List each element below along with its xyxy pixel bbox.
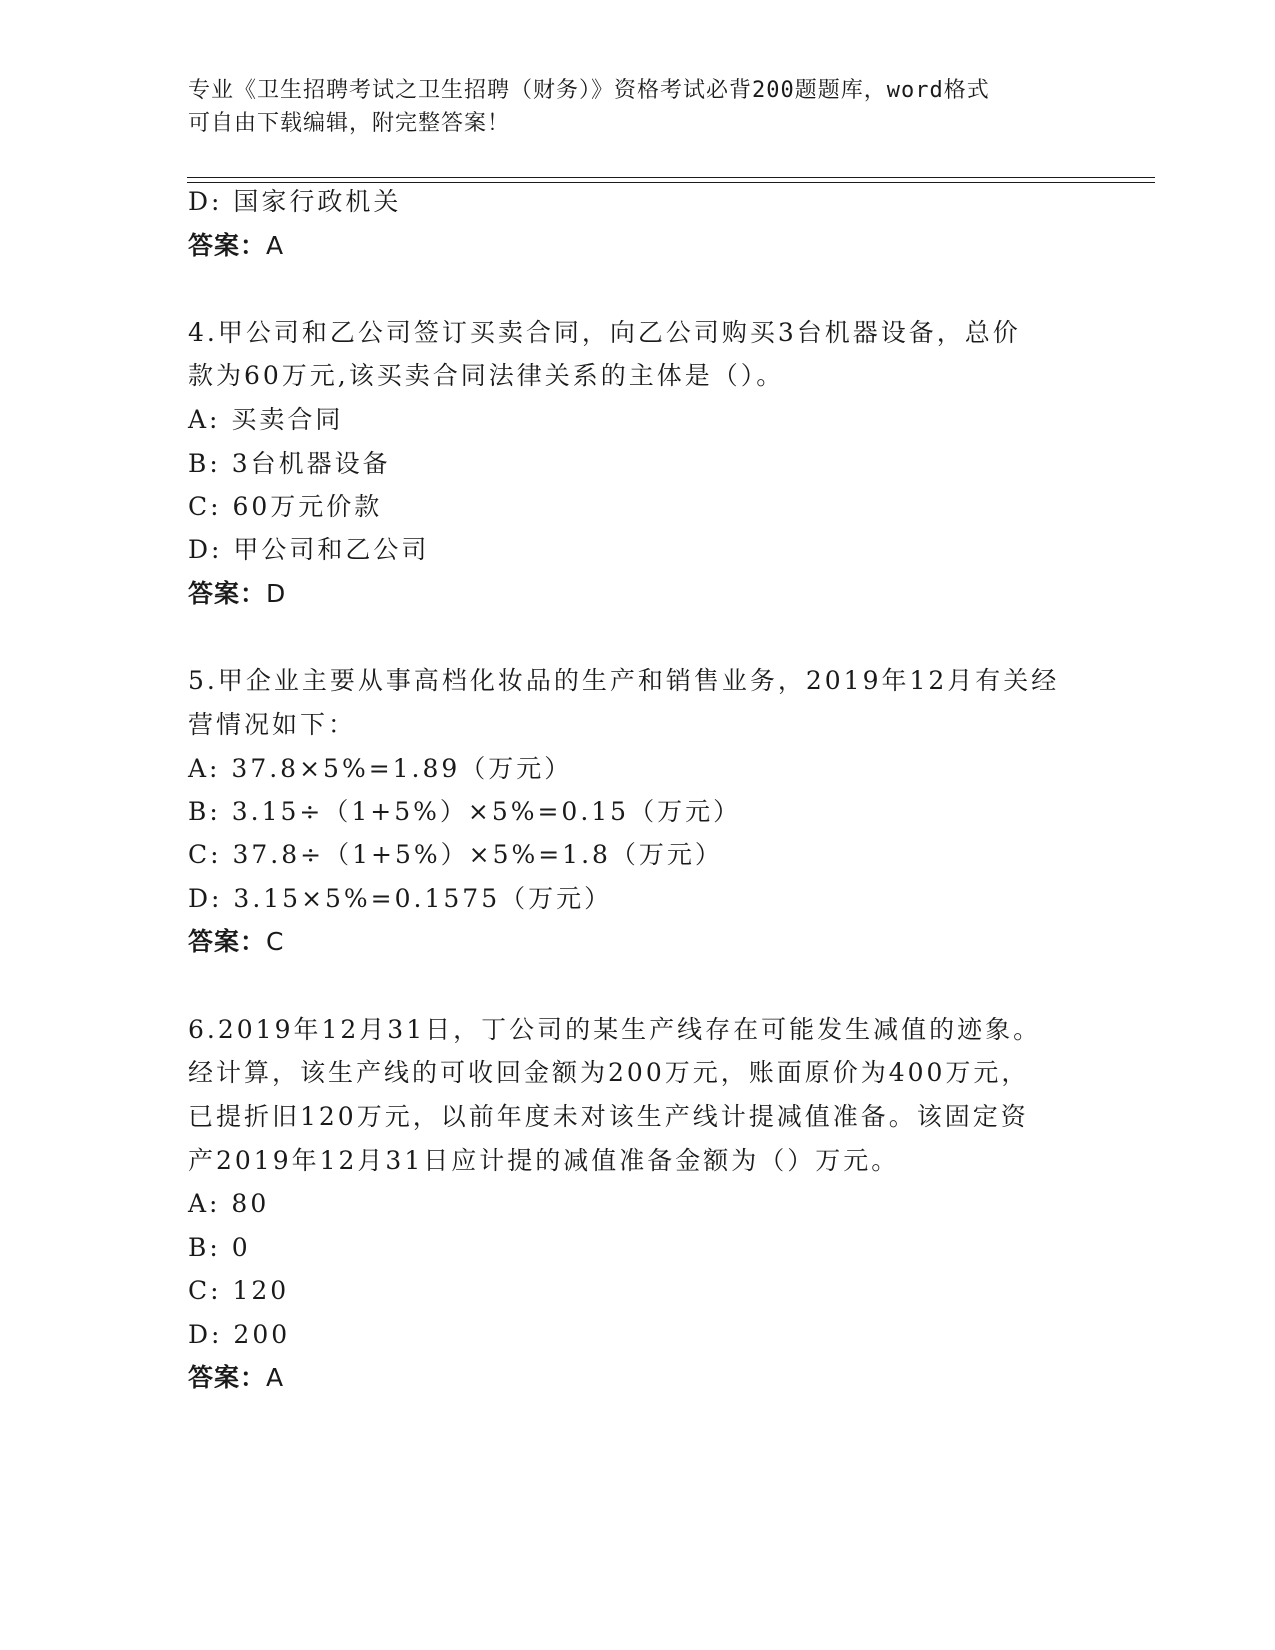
header-rule-bottom	[187, 182, 1155, 183]
answer-label: 答案：	[188, 927, 267, 956]
q5-option-a: A: 37.8×5%=1.89（万元）	[188, 754, 573, 783]
answer-value: A	[266, 231, 285, 260]
q4-stem-line-2: 款为60万元,该买卖合同法律关系的主体是（）。	[188, 361, 785, 390]
answer-label: 答案：	[188, 1363, 267, 1392]
answer-value: D	[266, 579, 287, 608]
document-header	[188, 74, 1068, 140]
q6-option-b: B: 0	[188, 1233, 251, 1262]
q5-stem-line-2: 营情况如下：	[188, 710, 357, 739]
q6-answer	[188, 1363, 284, 1393]
answer-label: 答案：	[188, 579, 267, 608]
q4-option-d: D: 甲公司和乙公司	[188, 535, 430, 564]
q6-option-d: D: 200	[188, 1320, 291, 1349]
q5-stem-line-1: 5.甲企业主要从事高档化妆品的生产和销售业务，2019年12月有关经	[188, 666, 1060, 695]
q5-option-c: C: 37.8÷（1+5%）×5%=1.8（万元）	[188, 840, 723, 869]
q4-option-a: A: 买卖合同	[188, 405, 344, 434]
q6-stem-line-4: 产2019年12月31日应计提的减值准备金额为（）万元。	[188, 1146, 900, 1175]
q5-answer	[188, 927, 284, 957]
answer-label: 答案：	[188, 231, 267, 260]
q6-stem-line-1: 6.2019年12月31日，丁公司的某生产线存在可能发生减值的迹象。	[188, 1015, 1042, 1044]
q6-option-a: A: 80	[188, 1189, 270, 1218]
q6-option-c: C: 120	[188, 1276, 290, 1305]
q6-stem-line-3: 已提折旧120万元，以前年度未对该生产线计提减值准备。该固定资	[188, 1102, 1029, 1131]
q3-answer	[188, 231, 284, 261]
header-line-1: 专业《卫生招聘考试之卫生招聘（财务）》资格考试必背200题题库，word格式	[188, 78, 990, 103]
q5-option-d: D: 3.15×5%=0.1575（万元）	[188, 884, 613, 913]
q5-option-b: B: 3.15÷（1+5%）×5%=0.15（万元）	[188, 797, 742, 826]
header-line-2: 可自由下载编辑，附完整答案！	[188, 111, 511, 136]
q4-option-c: C: 60万元价款	[188, 492, 383, 521]
answer-value: C	[266, 927, 285, 956]
q4-stem-line-1: 4.甲公司和乙公司签订买卖合同，向乙公司购买3台机器设备，总价	[188, 318, 1021, 347]
header-rule-top	[187, 177, 1155, 178]
answer-value: A	[266, 1363, 285, 1392]
q4-answer	[188, 579, 286, 609]
q4-option-b: B: 3台机器设备	[188, 449, 391, 478]
q3-option-d: D: 国家行政机关	[188, 187, 402, 216]
q6-stem-line-2: 经计算，该生产线的可收回金额为200万元，账面原价为400万元，	[188, 1058, 1030, 1087]
